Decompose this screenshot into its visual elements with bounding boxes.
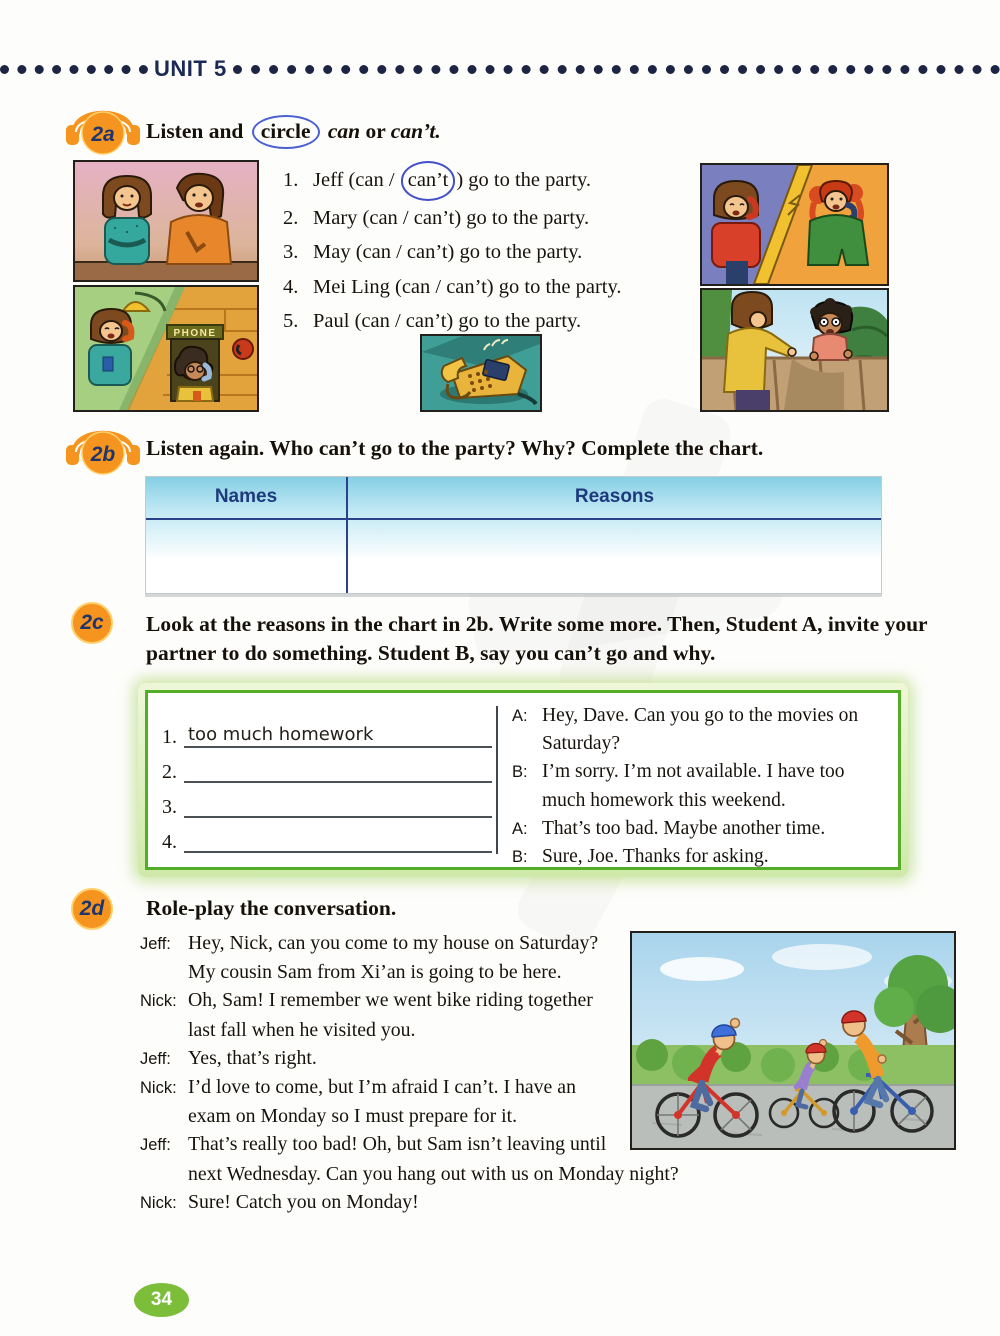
heading-text: can bbox=[327, 119, 361, 143]
column-header-reasons: Reasons bbox=[574, 486, 655, 507]
unit-title: UNIT 5 bbox=[154, 56, 227, 81]
section-2c-heading: Look at the reasons in the chart in 2b. Write some more. Then, Student A, invite your partner to do something. Student B, say you can’t go and why. bbox=[146, 612, 928, 665]
section-2b-heading: Listen again. Who can’t go to the party? Why? Complete the chart. bbox=[146, 436, 764, 460]
section-2d-heading: Role-play the conversation. bbox=[146, 896, 397, 920]
circled-word: circle bbox=[252, 115, 320, 149]
heading-text: Listen and bbox=[146, 119, 244, 143]
writing-line bbox=[184, 711, 492, 748]
dialogue-line: B: I’m sorry. I’m not available. I have too much homework this weekend. bbox=[512, 761, 845, 811]
list-item: 5. Paul (can / can’t) go to the party. bbox=[283, 310, 582, 332]
activity-badge-2d: 2d bbox=[71, 888, 113, 930]
dotted-rule bbox=[233, 65, 1000, 74]
listening-activity-badge-2a bbox=[63, 99, 143, 157]
dialogue-line: B: Sure, Joe. Thanks for asking. bbox=[512, 846, 769, 868]
list-item: 4. Mei Ling (can / can’t) go to the party. bbox=[283, 275, 622, 298]
listening-activity-badge-2b bbox=[63, 419, 143, 477]
dialogue-line: Jeff: Yes, that’s right. bbox=[140, 1046, 317, 1069]
svg-text:2b: 2b bbox=[90, 443, 116, 466]
fence-talk-illustration bbox=[700, 288, 889, 412]
table-header-rule bbox=[146, 518, 881, 520]
pairwork-box bbox=[138, 683, 908, 877]
column-header-names: Names bbox=[214, 486, 278, 507]
svg-text:2a: 2a bbox=[91, 123, 115, 146]
section-2a-heading bbox=[146, 115, 441, 149]
telephone-illustration bbox=[420, 334, 542, 412]
list-item: 2. Mary (can / can’t) go to the party. bbox=[283, 206, 590, 229]
conversation-illustration bbox=[73, 160, 259, 282]
unit-header bbox=[0, 58, 1000, 80]
dialogue-line: Nick: Oh, Sam! I remember we went bike riding together last fall when he visited you. bbox=[140, 989, 593, 1041]
reasons-blank-list bbox=[148, 693, 496, 867]
blank-line: 1. too much homework bbox=[162, 713, 492, 748]
writing-line bbox=[184, 816, 492, 853]
page-number-badge bbox=[134, 1283, 189, 1317]
phone-call-illustration bbox=[700, 163, 889, 286]
bike-riding-illustration bbox=[630, 931, 952, 1146]
list-item: 3. May (can / can’t) go to the party. bbox=[283, 241, 583, 263]
exercise-2a-list bbox=[283, 161, 703, 339]
writing-line bbox=[184, 781, 492, 818]
blank-line: 4. bbox=[162, 818, 492, 853]
phone-booth-illustration bbox=[73, 285, 259, 412]
sample-dialogue bbox=[498, 693, 898, 867]
svg-text:PHONE: PHONE bbox=[173, 328, 217, 339]
heading-text: or bbox=[365, 119, 386, 143]
dotted-rule bbox=[0, 65, 148, 74]
dialogue-line: A: Hey, Dave. Can you go to the movies on Saturday? bbox=[512, 705, 859, 755]
dialogue-line: A: That’s too bad. Maybe another time. bbox=[512, 817, 826, 839]
dialogue-line: Nick: Sure! Catch you on Monday! bbox=[140, 1190, 419, 1213]
reasons-chart bbox=[145, 476, 882, 594]
circled-answer: can’t bbox=[401, 161, 456, 201]
handwritten-answer: too much homework bbox=[188, 724, 374, 745]
dialogue-line: Nick: I’d love to come, but I’m afraid I can’t. I have an exam on Monday so I must prepare for it. bbox=[140, 1076, 576, 1128]
blank-line: 2. bbox=[162, 748, 492, 783]
list-item: 1. Jeff (can / can’t ) go to the party. bbox=[283, 161, 703, 201]
page-number: 34 bbox=[150, 1289, 173, 1310]
dialogue-line: Jeff: That’s really too bad! Oh, but Sam isn’t leaving until next Wednesday. Can you hang out with us on Monday night? bbox=[140, 1133, 679, 1185]
writing-line bbox=[184, 746, 492, 783]
activity-badge-2c: 2c bbox=[71, 602, 113, 644]
roleplay-dialogue bbox=[140, 929, 952, 1217]
blank-line: 3. bbox=[162, 783, 492, 818]
dialogue-line: Jeff: Hey, Nick, can you come to my house on Saturday? My cousin Sam from Xi’an is going to be here. bbox=[140, 932, 599, 984]
heading-text: can’t. bbox=[390, 119, 441, 143]
